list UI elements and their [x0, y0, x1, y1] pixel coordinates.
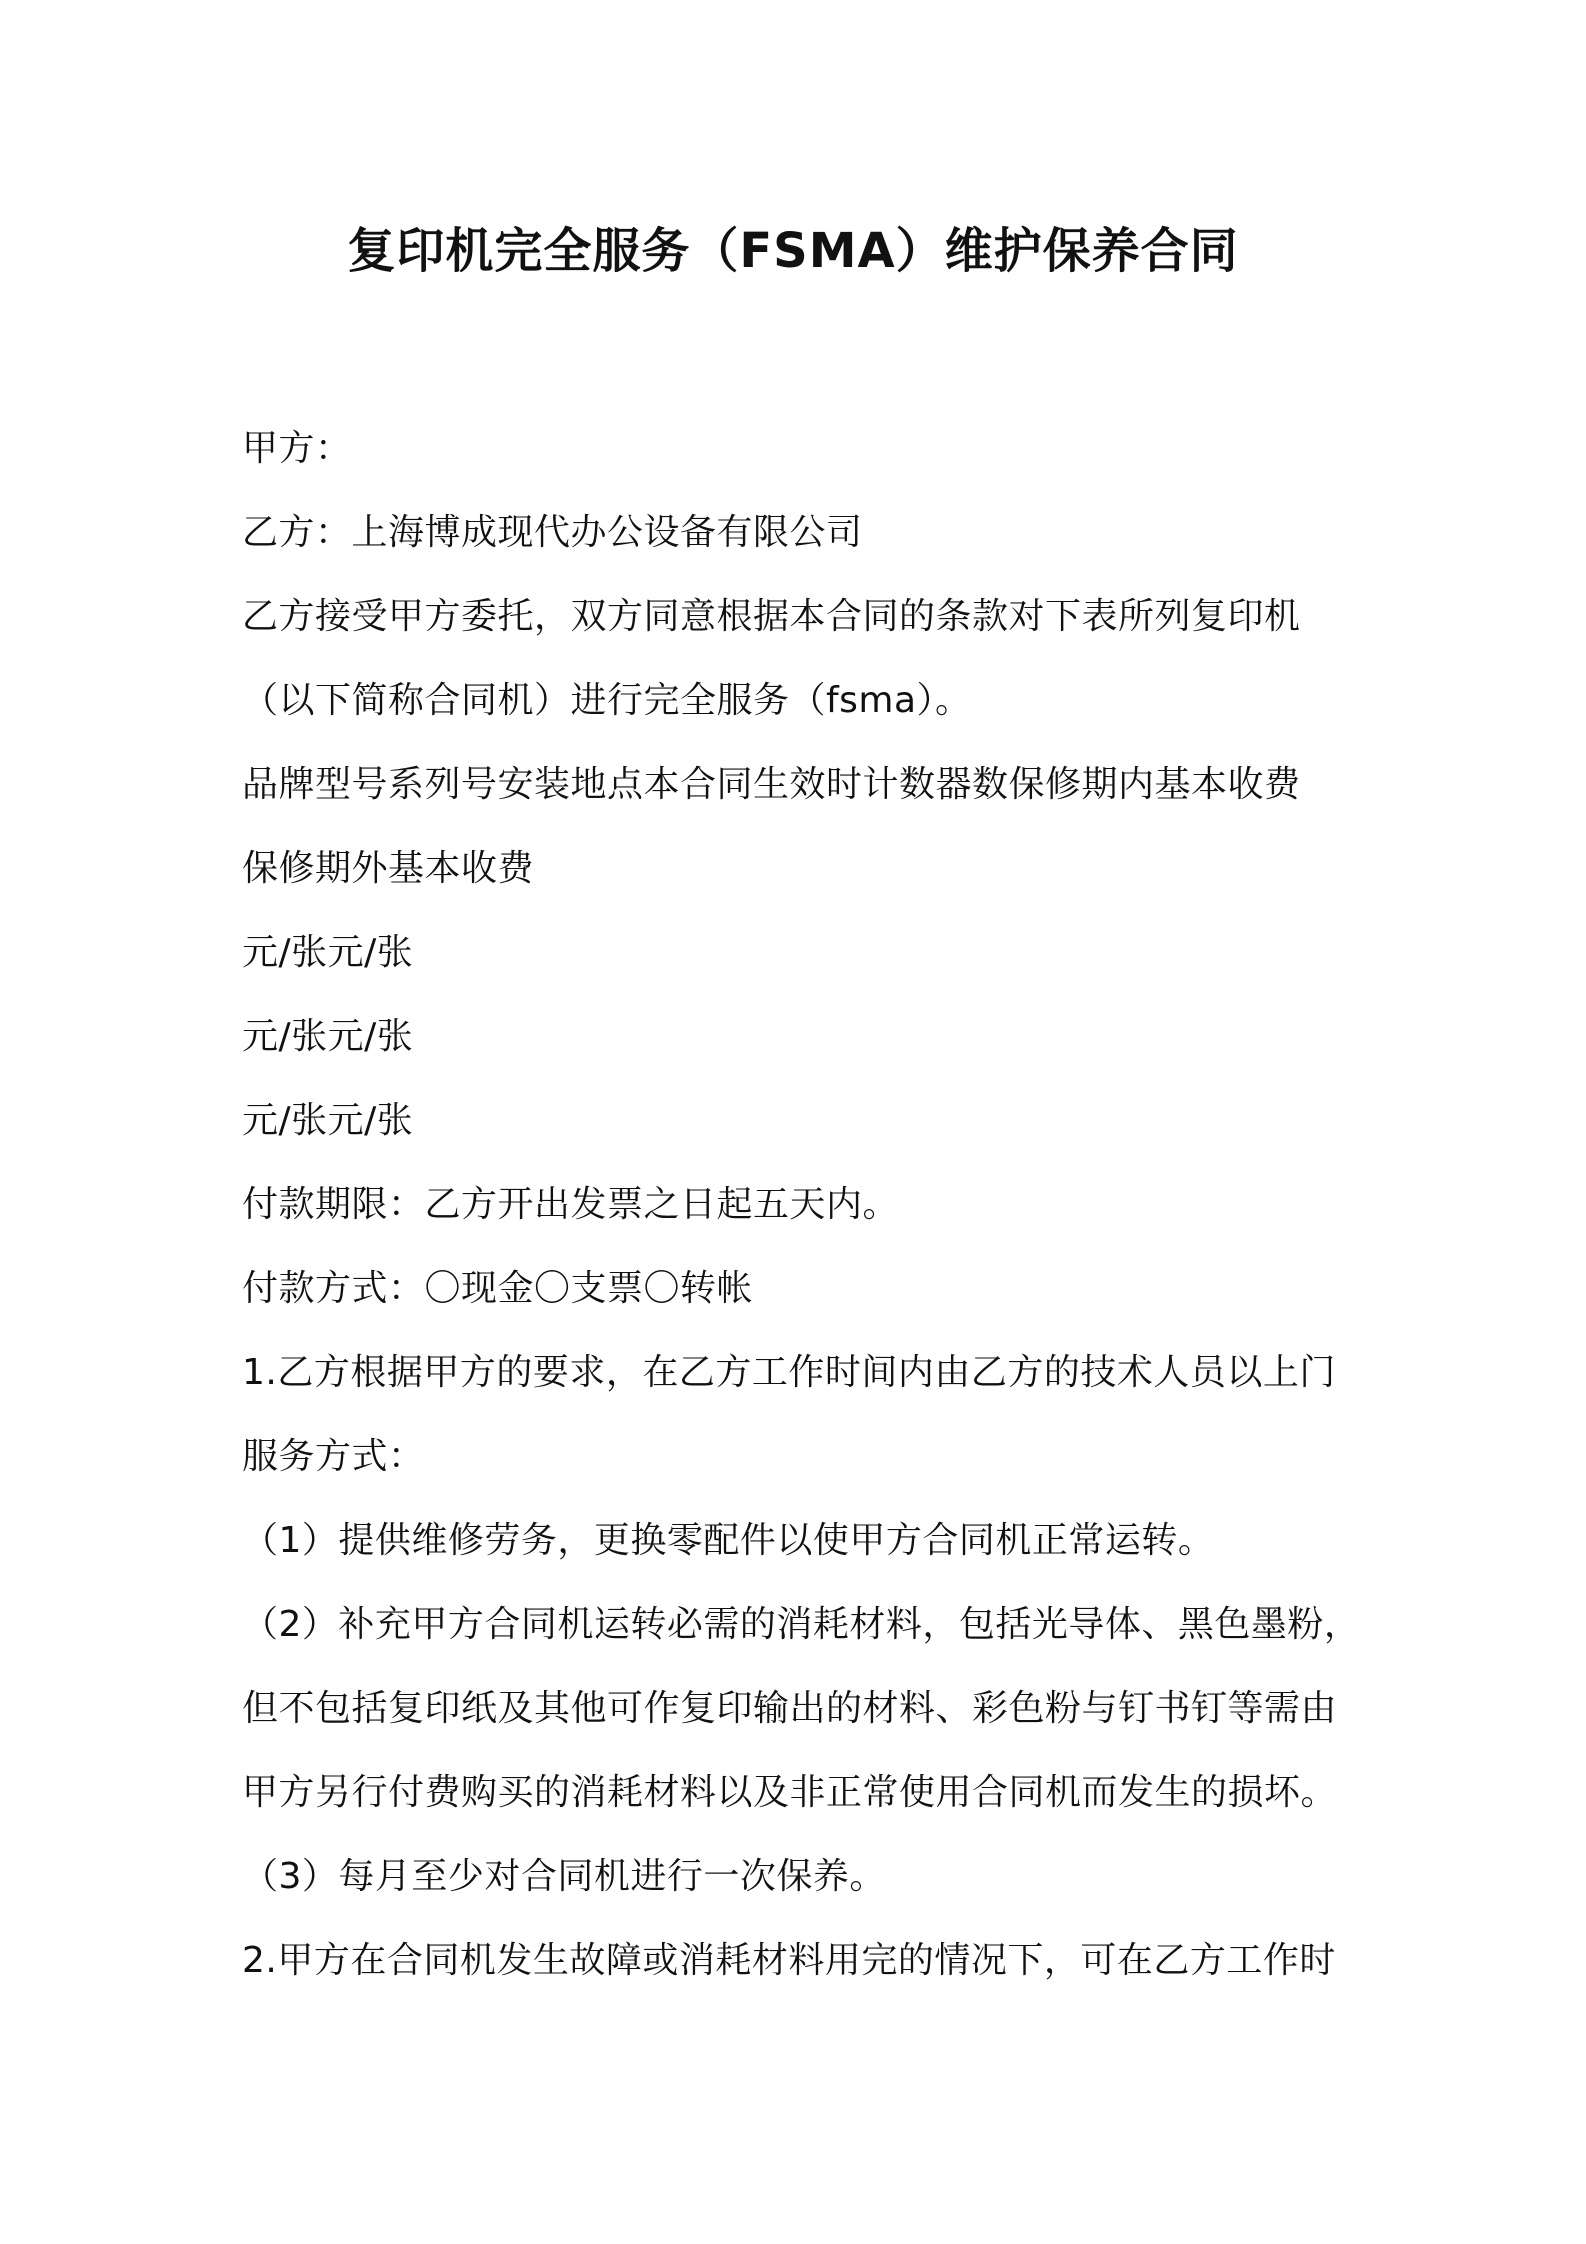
sub-clause-line: （1）提供维修劳务，更换零配件以使甲方合同机正常运转。 [242, 1520, 1215, 1561]
sub-clause-line: （2）补充甲方合同机运转必需的消耗材料，包括光导体、黑色墨粉， [242, 1604, 1361, 1645]
paragraph-line: （以下简称合同机）进行完全服务（fsma）。 [242, 680, 972, 721]
table-header-line: 保修期外基本收费 [242, 848, 535, 889]
price-unit-line: 元/张元/张 [242, 1100, 414, 1141]
document-body [242, 407, 1362, 2003]
clause-line: 2.甲方在合同机发生故障或消耗材料用完的情况下，可在乙方工作时 [242, 1940, 1336, 1981]
sub-clause-line: 但不包括复印纸及其他可作复印输出的材料、彩色粉与钉书钉等需由 [242, 1688, 1338, 1729]
table-header-line: 品牌型号系列号安装地点本合同生效时计数器数保修期内基本收费 [242, 764, 1301, 805]
party-b-line: 乙方：上海博成现代办公设备有限公司 [242, 512, 863, 553]
party-a-line: 甲方： [242, 428, 352, 469]
payment-method-line: 付款方式：〇现金〇支票〇转帐 [242, 1268, 754, 1309]
paragraph-line: 乙方接受甲方委托，双方同意根据本合同的条款对下表所列复印机 [242, 596, 1301, 637]
clause-line: 服务方式： [242, 1436, 425, 1477]
price-unit-line: 元/张元/张 [242, 932, 414, 973]
price-unit-line: 元/张元/张 [242, 1016, 414, 1057]
clause-line: 1.乙方根据甲方的要求，在乙方工作时间内由乙方的技术人员以上门 [242, 1352, 1336, 1393]
document-title: 复印机完全服务（FSMA）维护保养合同 [347, 223, 1239, 279]
sub-clause-line: 甲方另行付费购买的消耗材料以及非正常使用合同机而发生的损坏。 [242, 1772, 1338, 1813]
payment-term-line: 付款期限：乙方开出发票之日起五天内。 [242, 1184, 900, 1225]
sub-clause-line: （3）每月至少对合同机进行一次保养。 [242, 1856, 886, 1897]
